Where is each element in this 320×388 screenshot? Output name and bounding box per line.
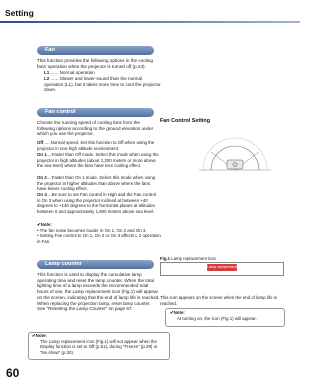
page-number: 60	[6, 366, 20, 380]
fan-control-note-line1: • The fan noise becomes louder in On 1, On 2 and On 3.	[37, 227, 147, 233]
fan-control-on3-key: On 3	[37, 192, 47, 197]
section-heading-fan: Fan	[37, 46, 154, 55]
fig1-caption-label: Fig.1	[160, 256, 171, 261]
lamp-replacement-icon: Lamp replacement	[207, 265, 237, 269]
fan-control-on2-text: ....Faster than On 1 mode. Select this mode when using the projector in higher altitudes than above where the fans have lesser cooling effect.	[37, 175, 156, 191]
fan-control-on3-text: ....Be sure to set Fan control in High and the Fan control in On 3 when using the projector inclined at between +40 degrees to +140 degrees to the horizontal planes at altitudes between 0 and approximately 1,600 meters above sea level.	[37, 192, 156, 214]
fan-l1-text: ...... Normal operation	[50, 70, 95, 75]
fan-control-off	[37, 140, 159, 151]
fan-option-l2	[44, 76, 162, 93]
fan-control-on1-text: ....Faster than Off mode. Select this mode when using the projector in high altitudes (about 1,200 meters or more above the sea level) where the fans have less cooling effect.	[37, 152, 159, 168]
fan-control-note	[37, 222, 162, 244]
header-rule	[0, 21, 300, 23]
lamp-counter-intro: This function is used to display the cumulative lamp operating time and reset the lamp counter. When the total lighting time of a lamp exceeds the recommended total hours of use, the Lamp replacement icon (Fig.1) will appear on the screen, indicating that the end of lamp life is reached. When replacing the projection lamp, reset lamp counter. See "Resetting the Lamp Counter" on page 67.	[37, 272, 160, 312]
fig1-description: This icon appears on the screen when the end of lamp life is reached.	[160, 295, 277, 306]
page-title: Setting	[5, 8, 34, 18]
page-header	[0, 0, 300, 24]
fan-l2-key: L2	[44, 76, 50, 81]
fan-control-on2-key: On 2	[37, 175, 47, 180]
fan-control-intro: Choose the running speed of cooling fans from the following options according to the ground elevation under which you use the projector.	[37, 120, 154, 137]
right-note-text: At turning on, the icon (Fig.1) will appear.	[177, 315, 257, 321]
fan-control-note-line2: • Setting Fan control to On 1, On 2 or On 3 affects L 2 operation in Fan.	[37, 233, 161, 244]
fan-l2-text: ...... Slower and lower-sound than the normal operation	[44, 76, 143, 87]
fan-control-off-key: Off	[37, 140, 44, 145]
fan-control-note-label: ✔Note:	[37, 222, 52, 227]
bottom-note-text: The Lamp replacement icon (Fig.1) will not appear when the Display function is set to Off (p.51), during "Freeze" (p.29) or "No show" (p.30).	[40, 338, 158, 355]
fan-control-angle-diagram	[195, 130, 275, 180]
fan-control-off-text: ......Normal speed. Set this function to Off when using the projector in non-high altitude environment.	[37, 140, 155, 151]
fan-option-l1	[44, 70, 159, 76]
fan-control-on2	[37, 175, 159, 192]
fig1-caption-text: Lamp replacement icon	[171, 256, 216, 261]
fan-l2-text2: (L1), but it takes more time to cool the projector down.	[44, 81, 161, 93]
fan-intro: This function provides the following options in the cooling fans' operation when the projector is turned off (p.23).	[37, 58, 153, 69]
fan-control-on1	[37, 152, 159, 169]
bottom-note-label: ✔Note:	[32, 333, 47, 338]
right-note-label: ✔Note:	[170, 310, 185, 315]
fig1-caption	[160, 256, 280, 261]
right-note	[170, 310, 280, 321]
fan-control-on1-key: On 1	[37, 152, 47, 157]
section-heading-fan-control: Fan control	[37, 108, 154, 117]
fan-control-on3	[37, 192, 159, 214]
fan-control-figure-title: Fan Control Setting	[160, 118, 211, 124]
section-heading-lamp-counter: Lamp counter	[37, 260, 154, 269]
fan-l1-key: L1	[44, 70, 50, 75]
bottom-note	[32, 333, 164, 355]
